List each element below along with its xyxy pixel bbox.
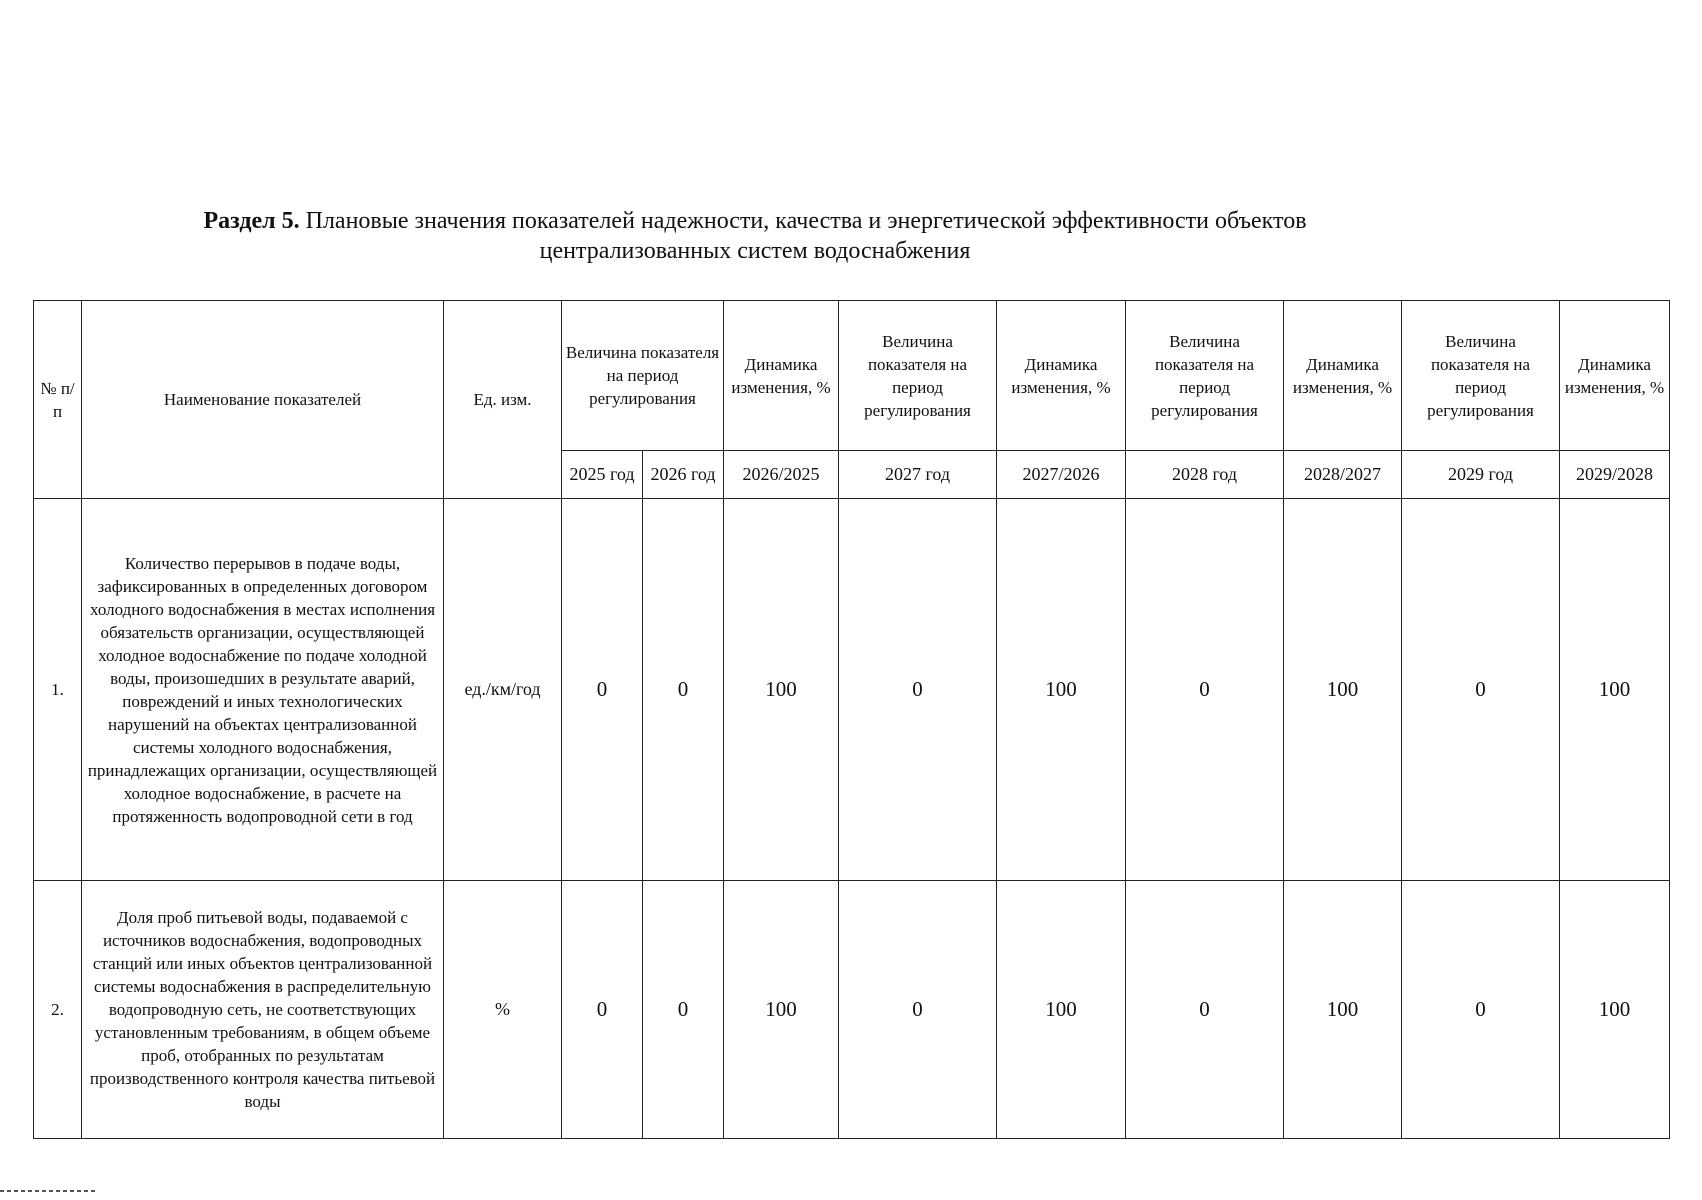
value-cell: 0 <box>1402 499 1560 881</box>
header-num: № п/п <box>34 301 82 499</box>
unit-cell: % <box>444 881 562 1139</box>
row-number: 1. <box>34 499 82 881</box>
header-unit: Ед. изм. <box>444 301 562 499</box>
value-cell: 0 <box>1126 499 1284 881</box>
page-title <box>150 206 1360 266</box>
subheader-cell: 2027 год <box>839 451 997 499</box>
value-cell: 100 <box>1284 499 1402 881</box>
subheader-cell: 2025 год <box>562 451 643 499</box>
subheader-cell: 2028/2027 <box>1284 451 1402 499</box>
value-cell: 100 <box>1560 499 1670 881</box>
subheader-cell: 2029 год <box>1402 451 1560 499</box>
value-cell: 0 <box>562 881 643 1139</box>
value-cell: 0 <box>643 499 724 881</box>
subheader-cell: 2027/2026 <box>997 451 1126 499</box>
value-cell: 0 <box>643 881 724 1139</box>
header-row <box>34 301 1670 451</box>
value-cell: 0 <box>1126 881 1284 1139</box>
value-cell: 100 <box>997 881 1126 1139</box>
subheader-cell: 2029/2028 <box>1560 451 1670 499</box>
header-period-value-2028: Величина показателя на период регулирования <box>1126 301 1284 451</box>
unit-cell: ед./км/год <box>444 499 562 881</box>
header-name: Наименование показателей <box>82 301 444 499</box>
value-cell: 100 <box>724 499 839 881</box>
indicator-name: Количество перерывов в подаче воды, зафиксированных в определенных договором холодного водоснабжения в местах исполнения обязательств организации, осуществляющей холодное водоснабжение по подаче холодной воды, произошедших в результате аварий, повреждений и иных технологических нарушений на объектах централизованной системы холодного водоснабжения, принадлежащих организации, осуществляющей холодное водоснабжение, в расчете на протяженность водопроводной сети в год <box>82 499 444 881</box>
header-period-value-2027: Величина показателя на период регулирования <box>839 301 997 451</box>
header-dynamics-2027: Динамика изменения, % <box>997 301 1126 451</box>
value-cell: 0 <box>839 499 997 881</box>
value-cell: 0 <box>1402 881 1560 1139</box>
value-cell: 100 <box>724 881 839 1139</box>
header-dynamics-2029: Динамика изменения, % <box>1560 301 1670 451</box>
subheader-cell: 2026 год <box>643 451 724 499</box>
subheader-cell: 2028 год <box>1126 451 1284 499</box>
header-period-value-2025-2026: Величина показателя на период регулирования <box>562 301 724 451</box>
indicator-name: Доля проб питьевой воды, подаваемой с источников водоснабжения, водопроводных станций или иных объектов централизованной системы водоснабжения в распределительную водопроводную сеть, не соответствующих установленным требованиям, в общем объеме проб, отобранных по результатам производственного контроля качества питьевой воды <box>82 881 444 1139</box>
indicators-table <box>33 300 1670 1139</box>
scan-edge-mark <box>0 1190 95 1192</box>
header-period-value-2029: Величина показателя на период регулирования <box>1402 301 1560 451</box>
section-label: Раздел 5. <box>203 208 300 234</box>
table-row <box>34 499 1670 881</box>
value-cell: 100 <box>1560 881 1670 1139</box>
header-dynamics-2026: Динамика изменения, % <box>724 301 839 451</box>
header-dynamics-2028: Динамика изменения, % <box>1284 301 1402 451</box>
value-cell: 100 <box>1284 881 1402 1139</box>
table-row <box>34 881 1670 1139</box>
section-title-text: Плановые значения показателей надежности, качества и энергетической эффективности объектов централизованных систем водоснабжения <box>305 208 1307 264</box>
value-cell: 100 <box>997 499 1126 881</box>
row-number: 2. <box>34 881 82 1139</box>
subheader-cell: 2026/2025 <box>724 451 839 499</box>
value-cell: 0 <box>562 499 643 881</box>
value-cell: 0 <box>839 881 997 1139</box>
